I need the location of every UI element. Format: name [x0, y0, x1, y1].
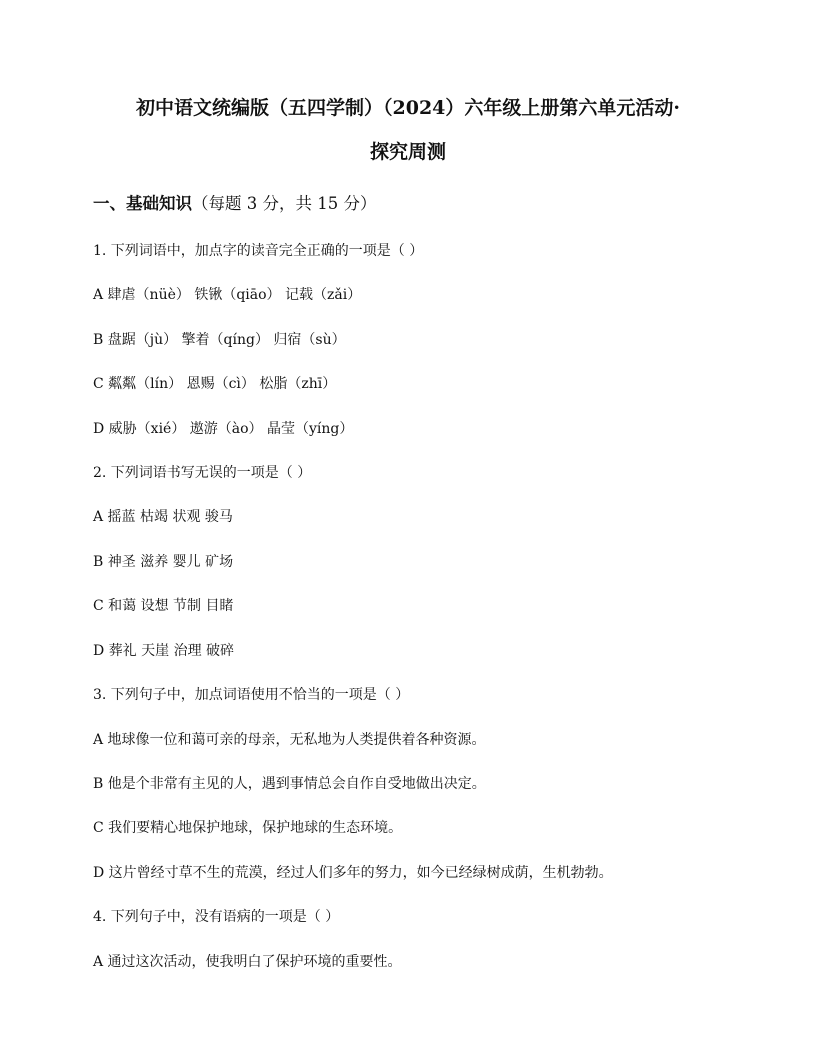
question-4-stem: 4. 下列句子中，没有语病的一项是（ ） [93, 909, 340, 925]
question-2-option-b: B 神圣 滋养 婴儿 矿场 [93, 554, 234, 570]
question-2-option-d: D 葬礼 天崖 治理 破碎 [93, 643, 235, 659]
document-title-line-1: 初中语文统编版（五四学制）（2024）六年级上册第六单元活动· [136, 97, 680, 119]
question-1-option-c: C 粼粼（lín） 恩赐（cì） 松脂（zhī） [93, 376, 337, 392]
question-1-option-a: A 肆虐（nüè） 铁锹（qiāo） 记载（zǎi） [93, 287, 362, 303]
section-heading-note: （每题 3 分，共 15 分） [192, 194, 377, 213]
question-4-option-a: A 通过这次活动，使我明白了保护环境的重要性。 [93, 954, 402, 970]
question-1-stem: 1. 下列词语中，加点字的读音完全正确的一项是（ ） [93, 243, 424, 259]
section-heading-label: 一、基础知识 [93, 194, 192, 213]
question-3-option-d: D 这片曾经寸草不生的荒漠，经过人们多年的努力，如今已经绿树成荫，生机勃勃。 [93, 865, 613, 881]
question-3-stem: 3. 下列句子中，加点词语使用不恰当的一项是（ ） [93, 687, 410, 703]
question-1-option-b: B 盘踞（jù） 擎着（qíng） 归宿（sù） [93, 332, 346, 348]
question-2-stem: 2. 下列词语书写无误的一项是（ ） [93, 465, 312, 481]
section-heading [93, 192, 376, 216]
question-2-option-c: C 和蔼 设想 节制 目睹 [93, 598, 234, 614]
question-3-option-b: B 他是个非常有主见的人，遇到事情总会自作自受地做出决定。 [93, 776, 486, 792]
question-3-option-c: C 我们要精心地保护地球，保护地球的生态环境。 [93, 820, 403, 836]
document-title-line-2: 探究周测 [369, 141, 446, 163]
question-1-option-d: D 威胁（xié） 遨游（ào） 晶莹（yíng） [93, 421, 354, 437]
question-3-option-a: A 地球像一位和蔼可亲的母亲，无私地为人类提供着各种资源。 [93, 732, 486, 748]
question-2-option-a: A 摇蓝 枯竭 状观 骏马 [93, 509, 233, 525]
